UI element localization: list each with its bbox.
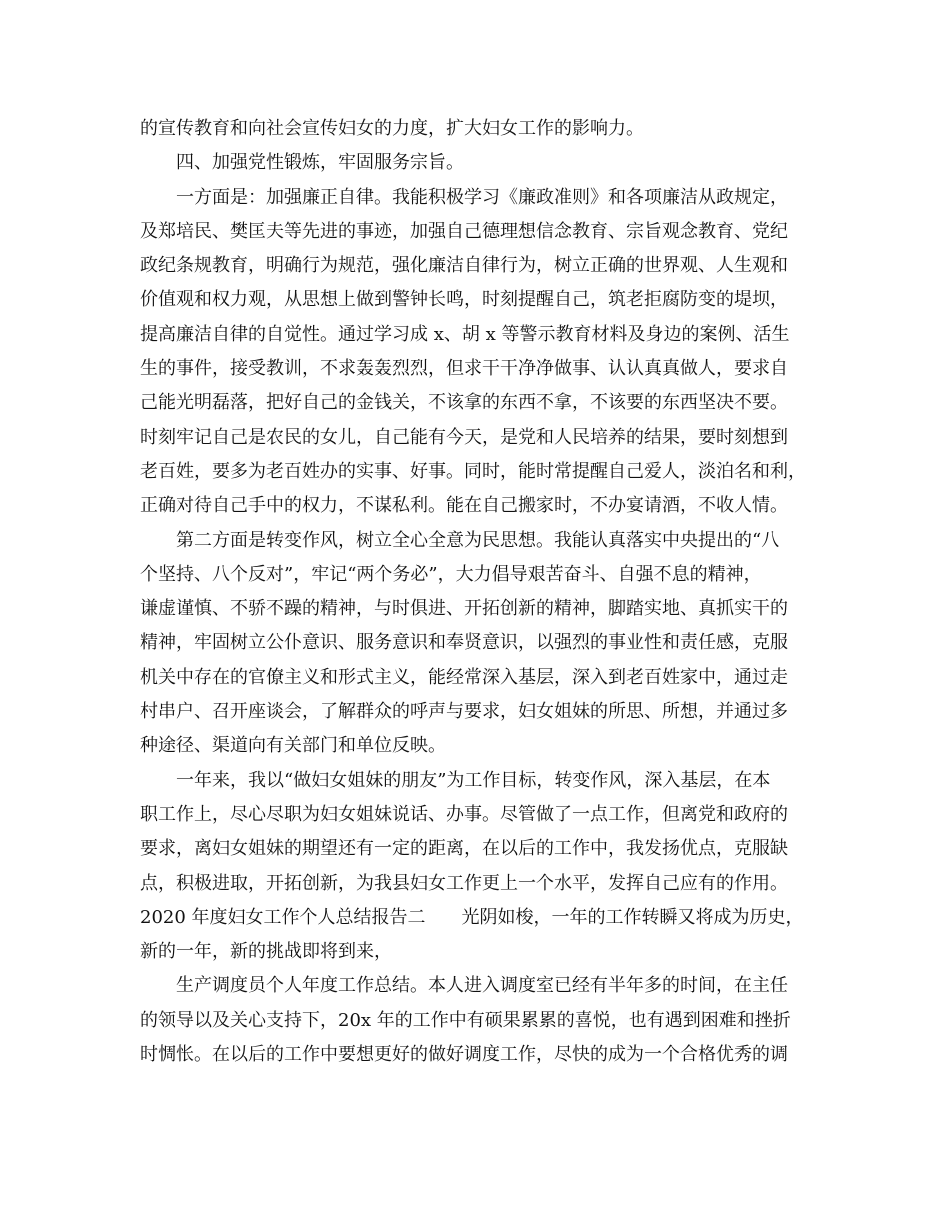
text-line: 要求，离妇女姐妹的期望还有一定的距离，在以后的工作中，我发扬优点，克服缺 bbox=[140, 838, 788, 860]
text-line: 价值观和权力观，从思想上做到警钟长鸣，时刻提醒自己，筑老拒腐防变的堤坝， bbox=[140, 289, 788, 311]
text-line: 一方面是：加强廉正自律。我能积极学习《廉政准则》和各项廉洁从政规定， bbox=[176, 186, 788, 208]
text-line: 精神，牢固树立公仆意识、服务意识和奉贤意识，以强烈的事业性和责任感，克服 bbox=[140, 632, 788, 654]
text-line: 村串户、召开座谈会，了解群众的呼声与要求，妇女姐妹的所思、所想，并通过多 bbox=[140, 701, 788, 723]
document-body bbox=[140, 112, 824, 1072]
text-line: 生的事件，接受教训，不求轰轰烈烈，但求干干净净做事、认认真真做人，要求自 bbox=[140, 358, 788, 380]
text-line: 机关中存在的官僚主义和形式主义，能经常深入基层，深入到老百姓家中，通过走 bbox=[140, 666, 788, 688]
text-line: 种途径、渠道向有关部门和单位反映。 bbox=[140, 735, 446, 757]
text-line: 谦虚谨慎、不骄不躁的精神，与时俱进、开拓创新的精神，脚踏实地、真抓实干的 bbox=[140, 598, 788, 620]
text-line: 老百姓，要多为老百姓办的实事、好事。同时，能时常提醒自己爱人，淡泊名和利， bbox=[140, 460, 806, 482]
text-line: 提高廉洁自律的自觉性。通过学习成 x、胡 x 等警示教育材料及身边的案例、活生 bbox=[140, 323, 790, 345]
text-line: 时惆怅。在以后的工作中要想更好的做好调度工作，尽快的成为一个合格优秀的调 bbox=[140, 1044, 788, 1066]
text-line: 及郑培民、樊匡夫等先进的事迹，加强自己德理想信念教育、宗旨观念教育、党纪 bbox=[140, 220, 788, 242]
text-line: 一年来，我以“做妇女姐妹的朋友”为工作目标，转变作风，深入基层，在本 bbox=[176, 769, 771, 791]
text-line: 的领导以及关心支持下，20x 年的工作中有硕果累累的喜悦，也有遇到困难和挫折 bbox=[140, 1009, 791, 1031]
text-line: 第二方面是转变作风，树立全心全意为民思想。我能认真落实中央提出的“八 bbox=[176, 529, 780, 551]
text-line: 时刻牢记自己是农民的女儿，自己能有今天，是党和人民培养的结果，要时刻想到 bbox=[140, 426, 788, 448]
text-line: 个坚持、八个反对”，牢记“两个务必”，大力倡导艰苦奋斗、自强不息的精神， bbox=[140, 563, 762, 585]
text-line: 新的一年，新的挑战即将到来， bbox=[140, 941, 392, 963]
text-line: 四、加强党性锻炼，牢固服务宗旨。 bbox=[176, 152, 464, 174]
text-line: 正确对待自己手中的权力，不谋私利。能在自己搬家时，不办宴请酒，不收人情。 bbox=[140, 495, 788, 517]
text-line: 2020 年度妇女工作个人总结报告二 光阴如梭，一年的工作转瞬又将成为历史， bbox=[140, 906, 804, 928]
text-line: 政纪条规教育，明确行为规范，强化廉洁自律行为，树立正确的世界观、人生观和 bbox=[140, 255, 788, 277]
text-line: 点，积极进取，开拓创新，为我县妇女工作更上一个水平，发挥自己应有的作用。 bbox=[140, 872, 788, 894]
text-line: 的宣传教育和向社会宣传妇女的力度，扩大妇女工作的影响力。 bbox=[140, 118, 644, 139]
text-line: 职工作上，尽心尽职为妇女姐妹说话、办事。尽管做了一点工作，但离党和政府的 bbox=[140, 803, 788, 825]
text-line: 生产调度员个人年度工作总结。本人进入调度室已经有半年多的时间，在主任 bbox=[176, 975, 788, 997]
text-line: 己能光明磊落，把好自己的金钱关，不该拿的东西不拿，不该要的东西坚决不要。 bbox=[140, 392, 788, 414]
